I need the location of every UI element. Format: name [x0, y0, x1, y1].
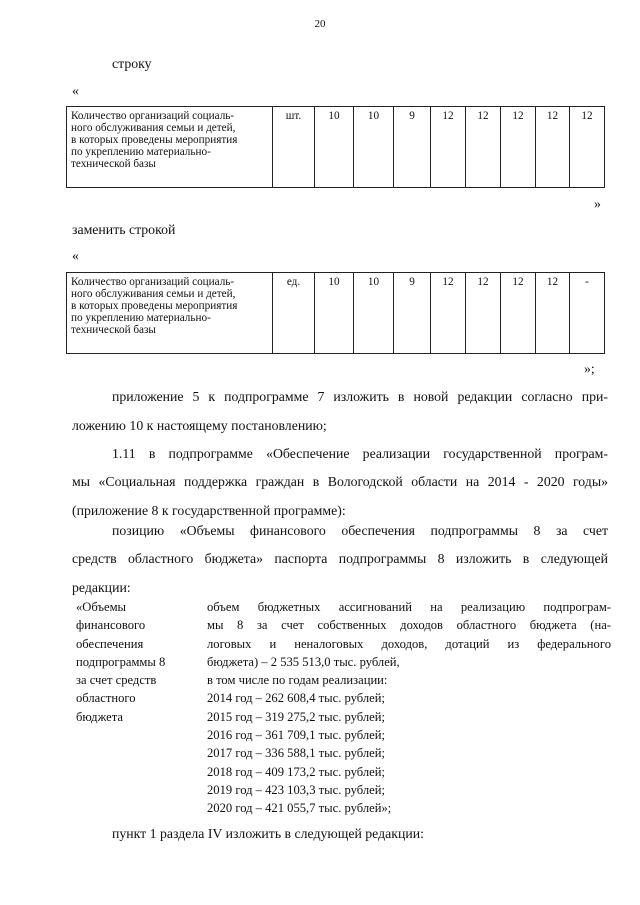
value-cell: 12	[431, 273, 466, 354]
paragraph-3-cont	[72, 545, 608, 602]
funding-label	[76, 598, 206, 726]
value-cell: 12	[466, 273, 501, 354]
open-quote-old: «	[72, 83, 79, 98]
paragraph-2	[112, 440, 608, 469]
desc-line: по укреплению материально-	[71, 312, 211, 324]
desc-line: в которых проведены мероприятия	[71, 300, 238, 312]
funding-year-line: 2018 год – 409 173,2 тыс. рублей;	[207, 764, 385, 779]
paragraph-line: 1.11 в подпрограмме «Обеспечение реализации государственной програм-	[112, 446, 608, 461]
paragraph-1-cont	[72, 412, 608, 441]
funding-details	[207, 598, 611, 818]
close-quote-new: »;	[584, 361, 595, 376]
value-cell: 12	[466, 107, 501, 188]
table-row	[67, 273, 605, 354]
funding-label-line: финансового	[76, 618, 146, 633]
unit-cell: ед.	[273, 273, 315, 354]
value-cell: 12	[431, 107, 466, 188]
desc-line: в которых проведены мероприятия	[71, 134, 238, 146]
value-cell: 12	[570, 107, 605, 188]
funding-text-line: бюджета) – 2 535 513,0 тыс. рублей,	[207, 654, 400, 669]
value-cell: 10	[315, 107, 354, 188]
final-line: пункт 1 раздела IV изложить в следующей редакции:	[112, 826, 424, 841]
desc-line: Количество организаций социаль-	[71, 276, 235, 288]
funding-label-line: за счет средств	[76, 673, 157, 688]
paragraph-1	[112, 383, 608, 412]
paragraph-line: ложению 10 к настоящему постановлению;	[72, 418, 327, 433]
value-cell: 10	[354, 273, 394, 354]
funding-label-line: областного	[76, 691, 136, 706]
open-quote-new: «	[72, 248, 79, 263]
paragraph-line: приложение 5 к подпрограмме 7 изложить в новой редакции согласно при-	[112, 389, 608, 404]
funding-label-line: «Объемы	[76, 600, 127, 614]
desc-line: по укреплению материально-	[71, 146, 211, 158]
value-cell: 12	[501, 273, 536, 354]
page-number: 20	[314, 18, 326, 30]
value-cell: 10	[354, 107, 394, 188]
old-indicator-table	[66, 106, 605, 188]
value-cell: 12	[536, 107, 570, 188]
funding-label-line: подпрограммы 8	[76, 654, 166, 669]
funding-year-line: 2017 год – 336 588,1 тыс. рублей;	[207, 746, 385, 761]
close-quote-old: »	[594, 196, 601, 211]
funding-label-line: обеспечения	[76, 636, 144, 651]
paragraph-line: (приложение 8 к государственной программе):	[72, 502, 346, 518]
desc-line: Количество организаций социаль-	[71, 110, 235, 122]
funding-year-line: 2016 год – 361 709,1 тыс. рублей;	[207, 728, 385, 743]
desc-line: ного обслуживания семьи и детей,	[71, 122, 236, 134]
funding-year-line: 2020 год – 421 055,7 тыс. рублей»;	[207, 801, 392, 816]
indicator-description	[67, 107, 273, 188]
new-indicator-table	[66, 272, 605, 354]
paragraph-line: позицию «Объемы финансового обеспечения подпрограммы 8 за счет	[112, 523, 608, 538]
table-row	[67, 107, 605, 188]
funding-label-line: бюджета	[76, 709, 123, 724]
value-cell: -	[570, 273, 605, 354]
paragraph-3	[112, 517, 608, 546]
funding-years-header: в том числе по годам реализации:	[207, 673, 388, 688]
funding-year-line: 2015 год – 319 275,2 тыс. рублей;	[207, 709, 385, 724]
value-cell: 10	[315, 273, 354, 354]
replace-with-line: заменить строкой	[72, 222, 176, 237]
paragraph-line: редакции:	[72, 579, 131, 595]
value-cell: 12	[501, 107, 536, 188]
funding-year-line: 2014 год – 262 608,4 тыс. рублей;	[207, 691, 385, 706]
indicator-description	[67, 273, 273, 354]
desc-line: технической базы	[71, 158, 156, 170]
unit-cell: шт.	[273, 107, 315, 188]
paragraph-line: средств областного бюджета» паспорта подпрограммы 8 изложить в следующей	[72, 551, 608, 566]
intro-line: строку	[112, 56, 152, 71]
desc-line: технической базы	[71, 324, 156, 336]
funding-text-line: мы 8 за счет собственных доходов областного бюджета (на-	[207, 618, 611, 633]
value-cell: 9	[394, 273, 431, 354]
desc-line: ного обслуживания семьи и детей,	[71, 288, 236, 300]
funding-text-line: логовых и неналоговых доходов, дотаций из федерального	[207, 636, 611, 651]
value-cell: 9	[394, 107, 431, 188]
paragraph-line: мы «Социальная поддержка граждан в Вологодской области на 2014 - 2020 годы»	[72, 474, 608, 489]
funding-year-line: 2019 год – 423 103,3 тыс. рублей;	[207, 782, 385, 797]
funding-text-line: объем бюджетных ассигнований на реализацию подпрограм-	[207, 600, 611, 614]
value-cell: 12	[536, 273, 570, 354]
